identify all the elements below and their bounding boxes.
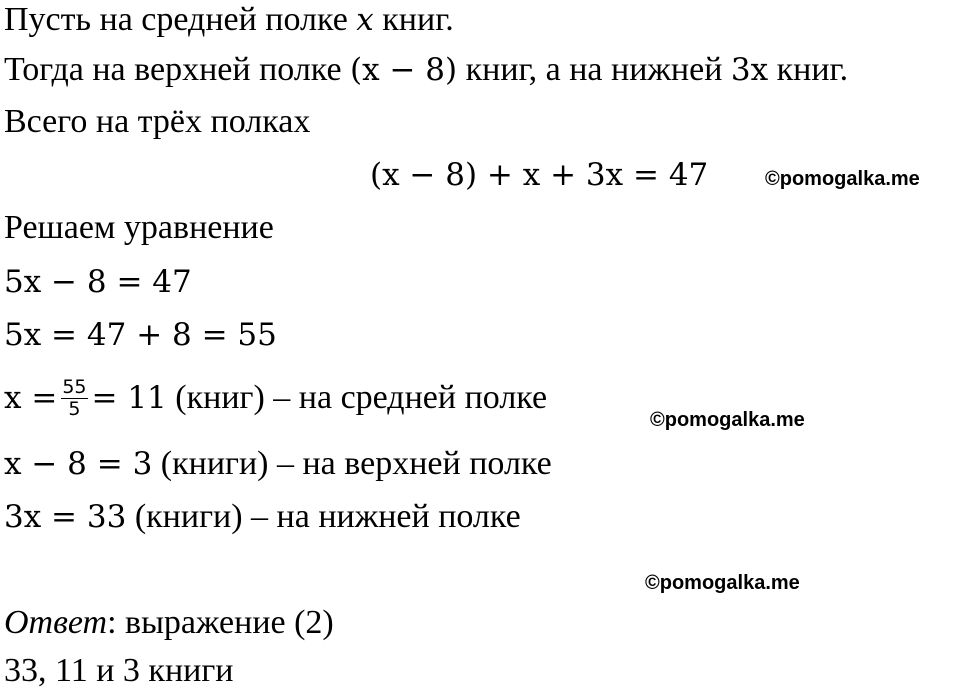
solve-step-1: 5x − 8 = 47: [4, 264, 192, 300]
fraction-numerator: 55: [62, 375, 87, 398]
answer-values: 33, 11 и 3 книги: [4, 652, 234, 689]
solve-step-5: [4, 497, 521, 537]
intro-line-2-text: Тогда на верхней полке: [4, 51, 351, 88]
answer-label: Ответ: [4, 604, 108, 641]
step-3-text: (книг) – на средней полке: [166, 379, 548, 416]
solve-step-2: 5x = 47 + 8 = 55: [4, 317, 277, 353]
answer-line: [4, 603, 334, 643]
intro-line-2-tail: книг.: [768, 51, 849, 88]
variable-x: x: [356, 2, 374, 38]
watermark-1: ©pomogalka.me: [765, 168, 920, 190]
intro-line-3: Всего на трёх полках: [4, 103, 311, 140]
top-shelf-expression: (x − 8): [350, 52, 458, 88]
fraction: [61, 377, 87, 420]
step-5-math: 3x = 33: [4, 499, 127, 535]
step-3-rhs: = 11: [91, 380, 167, 416]
bottom-shelf-expression: 3x: [730, 52, 769, 88]
intro-line-2-mid: книг, а на нижней: [457, 51, 731, 88]
fraction-denominator: 5: [68, 397, 81, 420]
step-3-lhs: x =: [4, 380, 58, 416]
solve-step-4: [4, 444, 552, 484]
watermark-2: ©pomogalka.me: [650, 409, 805, 431]
intro-line-1-text: Пусть на средней полке: [4, 1, 357, 38]
intro-line-2: [4, 50, 848, 90]
solve-step-3: [4, 375, 548, 422]
answer-text: : выражение (2): [107, 604, 334, 641]
step-4-math: x − 8 = 3: [4, 446, 153, 482]
step-4-text: (книги) – на верхней полке: [152, 445, 552, 482]
solve-heading: Решаем уравнение: [4, 209, 274, 246]
main-equation: (x − 8) + x + 3x = 47: [370, 157, 709, 193]
step-5-text: (книги) – на нижней полке: [126, 498, 521, 535]
intro-line-1: [4, 0, 454, 40]
intro-line-1-tail: книг.: [373, 1, 454, 38]
watermark-3: ©pomogalka.me: [645, 572, 800, 594]
